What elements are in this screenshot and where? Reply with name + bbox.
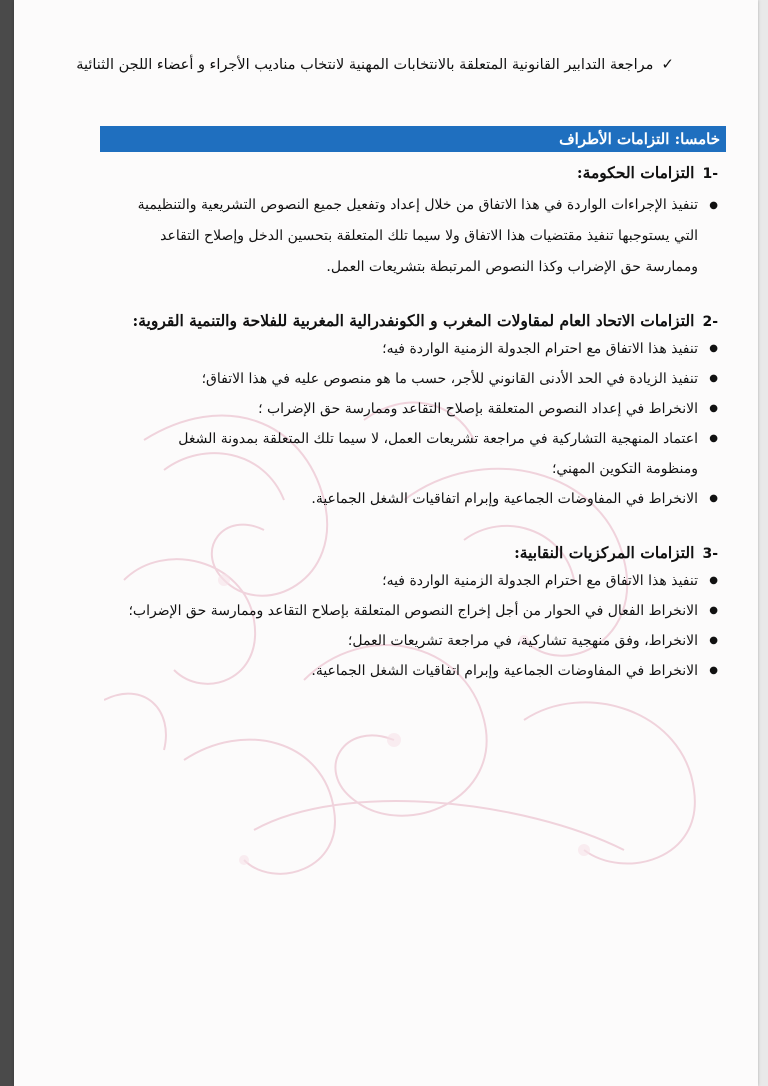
bullet-icon: ● bbox=[709, 373, 718, 384]
list-item bbox=[124, 656, 724, 686]
check-list-item bbox=[76, 54, 674, 75]
bullet-icon: ● bbox=[709, 200, 718, 211]
subheading-number: -2 bbox=[702, 314, 718, 330]
list-item-text: اعتماد المنهجية التشاركية في مراجعة تشريعات العمل، لا سيما تلك المتعلقة بمدونة الشغل ومنظومة التكوين المهني؛ bbox=[178, 431, 698, 477]
bullet-icon: ● bbox=[709, 493, 718, 504]
subheading-unions bbox=[98, 542, 718, 565]
bullet-icon: ● bbox=[709, 575, 718, 586]
unions-commitments-list bbox=[124, 566, 724, 686]
subheading-government bbox=[98, 162, 718, 185]
bullet-icon: ● bbox=[709, 665, 718, 676]
document-content bbox=[14, 0, 758, 1086]
bullet-icon: ● bbox=[709, 635, 718, 646]
list-item-text: تنفيذ هذا الاتفاق مع احترام الجدولة الزمنية الواردة فيه؛ bbox=[382, 573, 698, 589]
list-item-text: تنفيذ الإجراءات الواردة في هذا الاتفاق من خلال إعداد وتفعيل جميع النصوص التشريعية والتنظيمية التي يستوجبها تنفيذ مقتضيات هذا الاتفاق ولا سيما تلك المتعلقة بتحسين الدخل وإصلاح التقاعد وممارسة حق الإضراب وكذا النصوص المرتبطة بتشريعات العمل. bbox=[137, 197, 698, 275]
list-item-text: الانخراط الفعال في الحوار من أجل إخراج النصوص المتعلقة بإصلاح التقاعد وممارسة حق الإضراب؛ bbox=[128, 603, 698, 619]
employers-commitments-list bbox=[124, 334, 724, 514]
check-icon: ✓ bbox=[661, 55, 674, 73]
section-banner: خامسا: التزامات الأطراف bbox=[100, 126, 726, 152]
document-page bbox=[14, 0, 758, 1086]
list-item bbox=[124, 566, 724, 596]
bullet-icon: ● bbox=[709, 433, 718, 444]
list-item bbox=[124, 626, 724, 656]
check-item-text: مراجعة التدابير القانونية المتعلقة بالانتخابات المهنية لانتخاب مناديب الأجراء و أعضاء اللجن الثنائية bbox=[76, 57, 654, 73]
list-item-text: الانخراط في إعداد النصوص المتعلقة بإصلاح التقاعد وممارسة حق الإضراب ؛ bbox=[258, 401, 698, 417]
bullet-icon: ● bbox=[709, 403, 718, 414]
list-item-text: تنفيذ هذا الاتفاق مع احترام الجدولة الزمنية الواردة فيه؛ bbox=[382, 341, 698, 357]
list-item bbox=[124, 334, 724, 364]
list-item bbox=[124, 190, 724, 283]
subheading-title: التزامات الحكومة: bbox=[576, 163, 695, 182]
bullet-icon: ● bbox=[709, 605, 718, 616]
list-item bbox=[124, 394, 724, 424]
list-item-text: الانخراط في المفاوضات الجماعية وإبرام اتفاقيات الشغل الجماعية. bbox=[311, 491, 698, 507]
subheading-title: التزامات المركزيات النقابية: bbox=[514, 543, 695, 562]
list-item bbox=[124, 424, 724, 484]
list-item-text: الانخراط في المفاوضات الجماعية وإبرام اتفاقيات الشغل الجماعية. bbox=[311, 663, 698, 679]
bullet-icon: ● bbox=[709, 343, 718, 354]
list-item bbox=[124, 364, 724, 394]
subheading-number: -3 bbox=[702, 546, 718, 562]
subheading-employers bbox=[98, 310, 718, 333]
government-commitments-list bbox=[124, 190, 724, 283]
list-item bbox=[124, 484, 724, 514]
subheading-number: -1 bbox=[702, 166, 718, 182]
list-item-text: تنفيذ الزيادة في الحد الأدنى القانوني للأجر، حسب ما هو منصوص عليه في هذا الاتفاق؛ bbox=[201, 371, 698, 387]
list-item-text: الانخراط، وفق منهجية تشاركية، في مراجعة تشريعات العمل؛ bbox=[347, 633, 698, 649]
subheading-title: التزامات الاتحاد العام لمقاولات المغرب و الكونفدرالية المغربية للفلاحة والتنمية القروية: bbox=[132, 311, 695, 330]
list-item bbox=[124, 596, 724, 626]
scan-edge bbox=[0, 0, 14, 1086]
